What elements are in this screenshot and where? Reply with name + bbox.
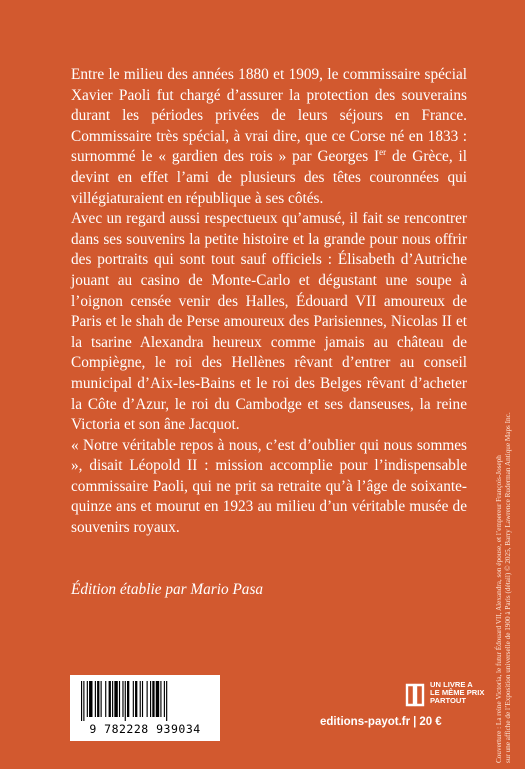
livre-meme-prix-logo (405, 680, 491, 712)
publisher-website[interactable]: editions-payot.fr (320, 716, 411, 728)
barcode-bar (87, 681, 88, 717)
barcode-bar (89, 681, 92, 717)
barcode-bar (150, 681, 151, 717)
book-icon (405, 683, 425, 707)
barcode-bar (147, 681, 148, 717)
barcode-bars (79, 681, 211, 721)
barcode-bar (156, 681, 159, 717)
barcode-bar (95, 681, 96, 717)
barcode-bar (114, 681, 117, 717)
barcode-bar (105, 681, 106, 717)
barcode-bar (125, 681, 126, 721)
barcode-bar (101, 681, 102, 717)
barcode-bar (127, 681, 129, 717)
barcode-bar (135, 681, 137, 717)
barcode-bar (112, 681, 113, 717)
barcode-bar (83, 681, 84, 721)
barcode-bar (122, 681, 123, 717)
blurb-paragraph-3: « Notre véritable repos à nous, c’est d’oublier qui nous sommes », disait Léopold II : mission accomplie pour l’indispensable commissaire Paoli, qui ne prit sa retraite qu’à l’âge de soixante-quinze ans et mourut en 1923 au milieu d’un véritable musée de souvenirs royaux. (71, 436, 467, 537)
blurb-paragraph-2: Avec un regard aussi respectueux qu’amusé, il fait se rencontrer dans ses souvenirs la petite histoire et la grande pour nous offrir des portraits qui sont tout sauf officiels : Élisabeth d’Autriche jouant au casino de Monte-Carlo et dégustant une soupe à l’oignon censée venir des Halles, Édouard VII amoureux de Paris et le shah de Perse amoureux des Parisiennes, Nicolas II et la tsarine Alexandra heureux comme jamais au château de Compiègne, le roi des Hellènes rêvant d’entrer au conseil municipal d’Aix-les-Bains et le roi des Belges rêvant d’acheter la Côte d’Azur, le roi du Cambodge et ses danseuses, la reine Victoria et son âne Jacquot. (71, 210, 467, 434)
back-cover-blurb (71, 65, 467, 539)
barcode-bar (81, 681, 82, 721)
blurb-paragraph-1: Entre le milieu des années 1880 et 1909, le commissaire spécial Xavier Paoli fut chargé d’assurer la protection des souverains durant les périodes privées de leurs séjours en France. Commissaire très spécial, à vrai dire, que ce Corse né en 1833 : surnommé le « gardien des rois » par Georges Ier de Grèce, il devint en effet l’ami de plusieurs des têtes couronnées qui villégiaturaient en république à ses côtés. (71, 66, 467, 207)
book-price: 20 € (419, 716, 442, 728)
barcode-bar (140, 681, 141, 717)
footer-separator: | (413, 716, 417, 728)
isbn-number: 9 782228 939034 (89, 722, 201, 736)
barcode-bar (164, 681, 165, 717)
barcode-bar (166, 681, 167, 721)
barcode-bar (97, 681, 99, 717)
publisher-footer (320, 716, 442, 728)
barcode-bar (119, 681, 120, 717)
barcode-bar (133, 681, 134, 717)
cover-credit: Couverture : La reine Victoria, le futur Édouard VII, Alexandra, son épouse, et l’empereur François-Joseph sur une affiche de l’Exposition universelle de 1900 à Paris (détail) © 2025, Barry Lawrence Ruderman Antique Maps Inc. (495, 412, 513, 763)
superscript-er: er (379, 147, 387, 158)
livre-meme-prix-text: UN LIVRE A LE MÊME PRIX PARTOUT (430, 680, 485, 706)
barcode-bar (142, 681, 143, 717)
barcode-bar (152, 681, 154, 717)
barcode-bar (160, 681, 161, 717)
barcode-bar (109, 681, 111, 717)
edition-credit: Édition établie par Mario Pasa (71, 581, 264, 598)
isbn-barcode (70, 675, 220, 741)
